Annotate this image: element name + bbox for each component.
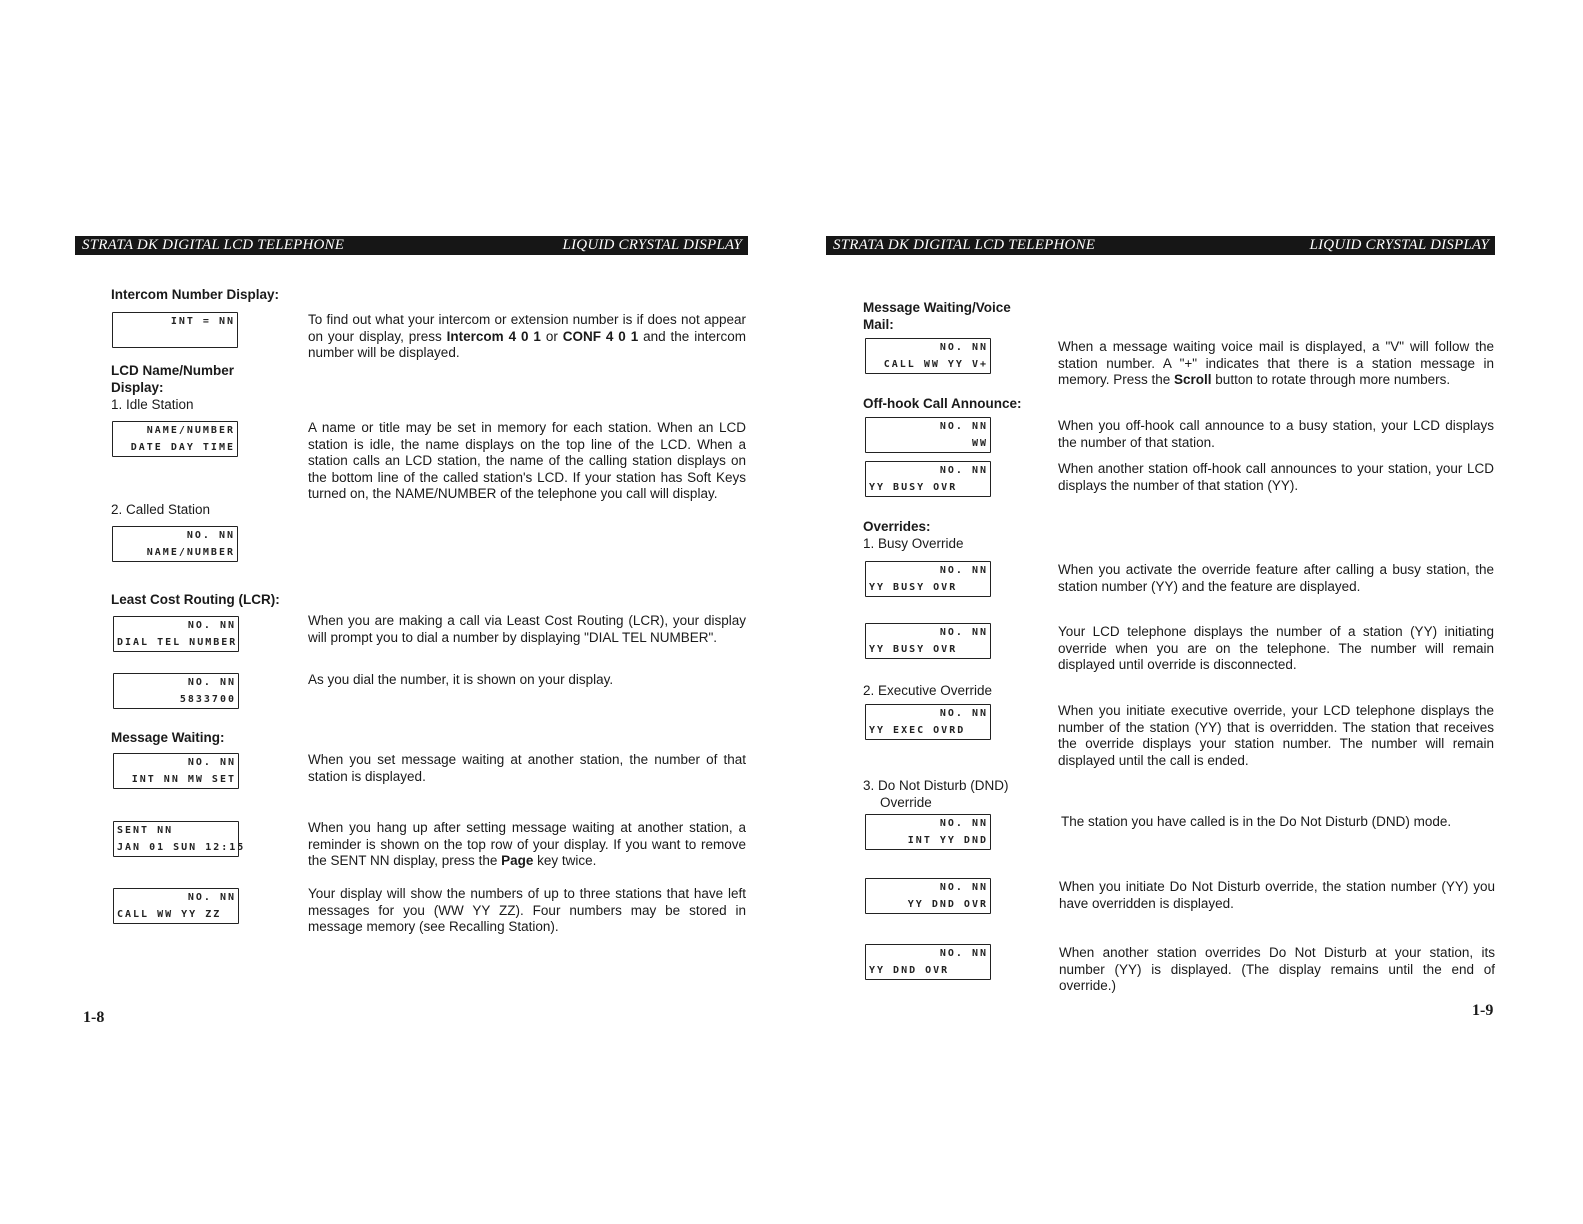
dnd-description-1: The station you have called is in the Do Not Disturb (DND) mode.: [1061, 814, 1452, 829]
idle-station-description: A name or title may be set in memory for each station. When an LCD station is idle, the name displays on the top line of the LCD. When a station calls an LCD station, the name of the calling station displays on the bottom line of the called station's LCD. If your station has Soft Keys turned on, the NAME/NUMBER of the telephone you call will display.: [308, 420, 746, 501]
lcr-heading: Least Cost Routing (LCR):: [111, 592, 280, 607]
lcd-mw-voice-mail: [865, 338, 991, 374]
lcd-line1: NO. NN: [939, 948, 988, 959]
lcd-line2: WW: [971, 438, 988, 449]
lcd-mw-set: [113, 753, 239, 789]
lcd-line2: INT NN MW SET: [131, 774, 236, 785]
mw-description-3: Your display will show the numbers of up to three stations that have left messages for you (WW YY ZZ). Four numbers may be stored in message memory (see Recalling Station).: [308, 886, 746, 934]
lcd-dnd-2: [865, 878, 991, 914]
lcd-idle-station: [112, 421, 238, 457]
lcd-line1: INT = NN: [170, 316, 235, 327]
busy-override-description-1: When you activate the override feature after calling a busy station, the station number (YY) and the feature are displayed.: [1058, 562, 1494, 594]
header-right-title: LIQUID CRYSTAL DISPLAY: [1309, 237, 1489, 253]
lcd-line2: DATE DAY TIME: [130, 442, 235, 453]
intercom-desc-text-3: and the intercom number will be displayed.: [308, 328, 746, 360]
lcd-line1: NO. NN: [939, 708, 988, 719]
called-station-label: 2. Called Station: [111, 502, 211, 517]
mwv-desc-text-1: When a message waiting voice mail is displayed, a "V" will follow the station number. A "+" indicates that there is a station message in memory. Press the: [1058, 339, 1494, 387]
lcd-line1: NO. NN: [939, 882, 988, 893]
page-number: 1-8: [83, 1009, 105, 1026]
lcd-intercom: [112, 312, 238, 348]
scroll-key: Scroll: [1174, 372, 1212, 387]
lcd-line2: YY BUSY OVR: [869, 644, 958, 655]
lcd-line1: SENT NN: [117, 825, 174, 836]
page-header-bar: [826, 236, 1495, 255]
lcd-name-heading: LCD Name/Number Display:: [111, 363, 235, 395]
intercom-description: [308, 312, 746, 362]
conf-key: CONF 4 0 1: [562, 328, 639, 344]
mw-voice-mail-heading: Message Waiting/Voice Mail:: [863, 300, 1011, 332]
page-key: Page: [501, 853, 534, 868]
lcr-description-1: When you are making a call via Least Cost Routing (LCR), your display will prompt you to dial a number by displaying "DIAL TEL NUMBER".: [308, 613, 746, 645]
dnd-override-label: [863, 777, 1009, 811]
ohca-description-2: When another station off-hook call announces to your station, your LCD displays the number of that station (YY).: [1058, 461, 1494, 493]
lcd-line2: YY BUSY OVR: [869, 582, 958, 593]
idle-station-label: 1. Idle Station: [111, 397, 194, 412]
lcd-line2: 5833700: [179, 694, 236, 705]
lcd-line1: NO. NN: [939, 627, 988, 638]
lcd-line2: YY EXEC OVRD: [869, 725, 966, 736]
ohca-description-1: When you off-hook call announce to a busy station, your LCD displays the number of that station.: [1058, 418, 1494, 450]
lcd-line2: DIAL TEL NUMBER: [117, 637, 238, 648]
busy-override-label: 1. Busy Override: [863, 536, 964, 551]
dnd-override-label-line2: Override: [880, 795, 932, 810]
intercom-desc-text-1: To find out what your intercom or extension number is if does not appear on your display, press: [308, 312, 746, 344]
intercom-heading: Intercom Number Display:: [111, 287, 280, 302]
mwv-desc-text-2: button to rotate through more numbers.: [1211, 372, 1451, 387]
page-number: 1-9: [1472, 1002, 1494, 1019]
lcd-dnd-1: [865, 814, 991, 850]
lcd-line1: NAME/NUMBER: [146, 425, 235, 436]
page-header-bar: [75, 236, 748, 255]
dnd-override-label-line1: 3. Do Not Disturb (DND): [863, 778, 1009, 793]
lcd-busy-override-2: [865, 623, 991, 659]
lcd-line2: NAME/NUMBER: [146, 547, 235, 558]
lcd-mw-sent: [113, 821, 246, 857]
lcd-line2: YY BUSY OVR: [869, 482, 958, 493]
overrides-heading: Overrides:: [863, 519, 931, 534]
lcd-ohca-incoming: [865, 461, 991, 497]
intercom-desc-text-2: or: [540, 328, 563, 344]
right-page: [780, 0, 1583, 1224]
lcd-line1: NO. NN: [939, 565, 988, 576]
header-right-title: LIQUID CRYSTAL DISPLAY: [562, 237, 742, 253]
lcd-line2: CALL WW YY ZZ: [117, 909, 222, 920]
lcd-line1: NO. NN: [939, 342, 988, 353]
lcd-line2: YY DND OVR: [907, 899, 988, 910]
lcd-line2: CALL WW YY V+: [883, 359, 988, 370]
dnd-description-2: When you initiate Do Not Disturb override, the station number (YY) you have overridden is displayed.: [1059, 879, 1495, 911]
lcd-line1: NO. NN: [939, 421, 988, 432]
mw-desc2-text-1: When you hang up after setting message waiting at another station, a reminder is shown on the top row of your display. If you want to remove the SENT NN display, press the: [308, 820, 746, 868]
mw-description-2: [308, 820, 746, 870]
lcd-executive-override: [865, 704, 991, 740]
lcd-ohca-outgoing: [865, 417, 991, 453]
intercom-key: Intercom 4 0 1: [446, 328, 541, 344]
header-left-title: STRATA DK DIGITAL LCD TELEPHONE: [82, 237, 345, 253]
mw-description-1: When you set message waiting at another station, the number of that station is displayed.: [308, 752, 746, 784]
mw-desc2-text-2: key twice.: [533, 853, 597, 868]
executive-override-description: When you initiate executive override, your LCD telephone displays the number of the station (YY) that is overridden. The station that receives the override displays your station number. The number will remain displayed until the call is ended.: [1058, 703, 1494, 768]
dnd-description-3: When another station overrides Do Not Disturb at your station, its number (YY) is displayed. (The display remains until the end of override.): [1059, 945, 1495, 993]
lcd-dnd-3: [865, 944, 991, 980]
lcd-line1: NO. NN: [186, 530, 235, 541]
header-left-title: STRATA DK DIGITAL LCD TELEPHONE: [833, 237, 1096, 253]
busy-override-description-2: Your LCD telephone displays the number of a station (YY) initiating override when you are on the telephone. The number will remain displayed until override is disconnected.: [1058, 624, 1494, 672]
lcd-line2: INT YY DND: [907, 835, 988, 846]
mw-voice-mail-description: [1058, 339, 1494, 389]
lcd-line1: NO. NN: [187, 892, 236, 903]
lcd-line1: NO. NN: [939, 818, 988, 829]
lcd-mw-call: [113, 888, 239, 924]
lcr-description-2: As you dial the number, it is shown on your display.: [308, 672, 614, 687]
lcd-line1: NO. NN: [187, 677, 236, 688]
lcd-busy-override-1: [865, 561, 991, 597]
lcd-line1: NO. NN: [939, 465, 988, 476]
left-page: [0, 0, 780, 1224]
lcd-line1: NO. NN: [187, 757, 236, 768]
off-hook-call-announce-heading: Off-hook Call Announce:: [863, 396, 1022, 411]
lcd-lcr-prompt: [113, 616, 239, 652]
lcd-called-station: [112, 526, 238, 562]
executive-override-label: 2. Executive Override: [863, 683, 993, 698]
lcd-line2: YY DND OVR: [869, 965, 950, 976]
lcd-line1: NO. NN: [187, 620, 236, 631]
lcd-lcr-number: [113, 673, 239, 709]
lcd-line2: JAN 01 SUN 12:15: [117, 842, 246, 853]
message-waiting-heading: Message Waiting:: [111, 730, 225, 745]
